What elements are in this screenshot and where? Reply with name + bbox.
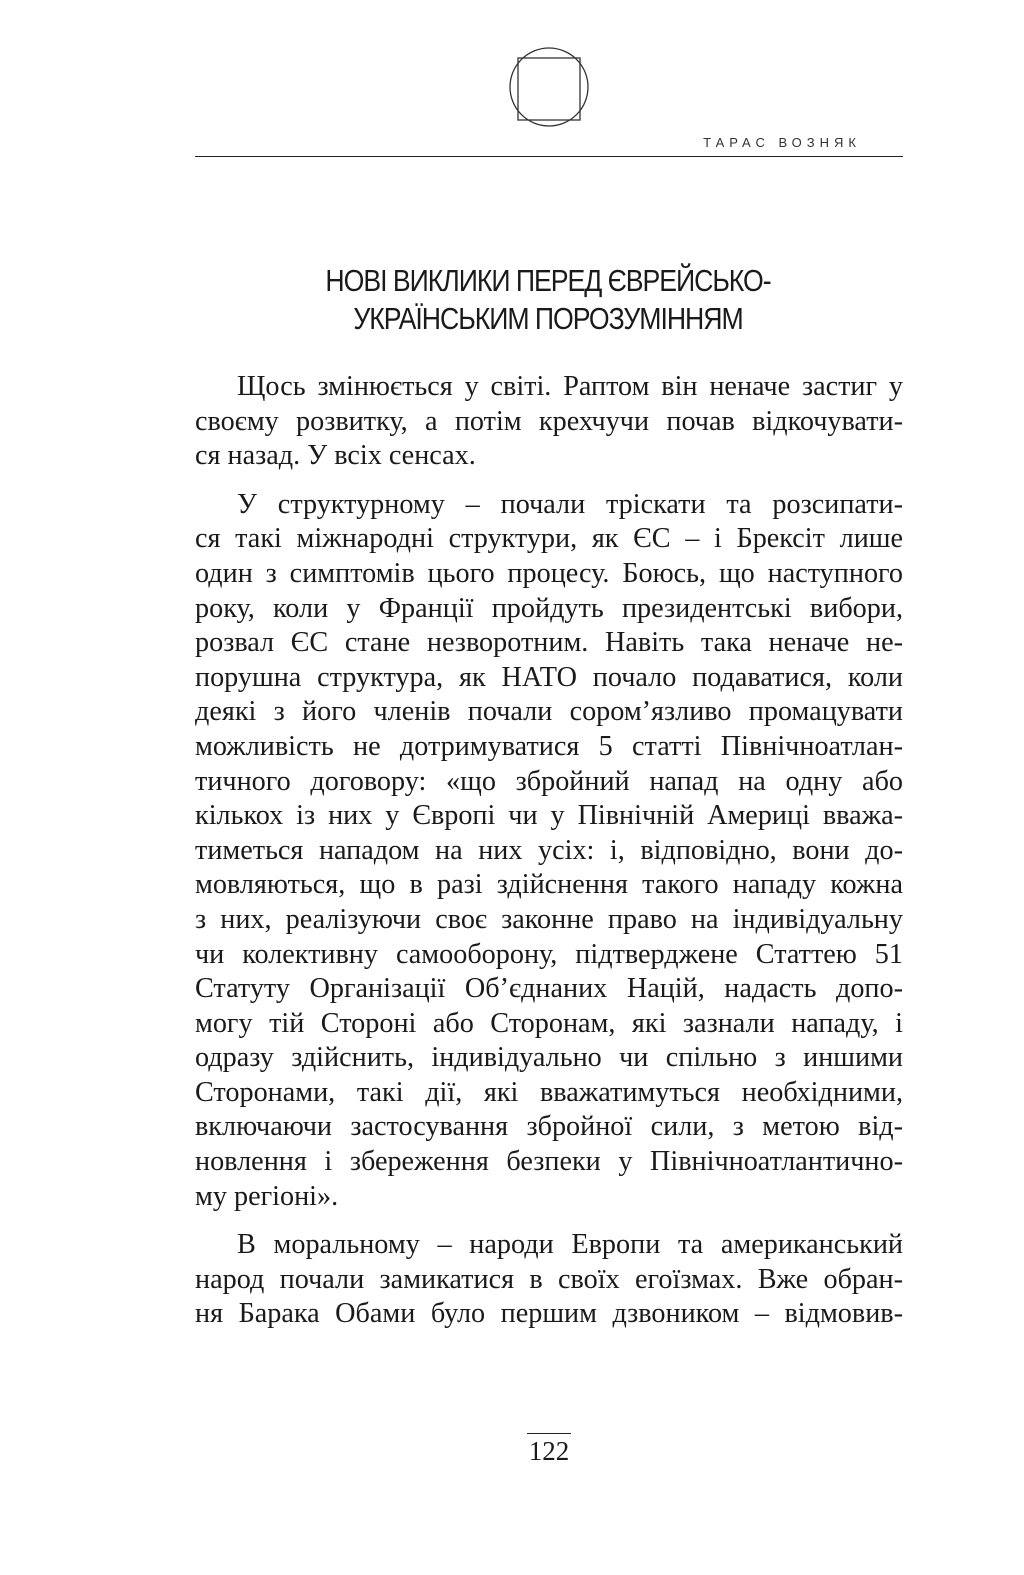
text-line: ня Барака Обами було першим дзвоником – відмовив- xyxy=(195,1298,903,1330)
text-line: порушна структура, як НАТО почало подаватися, коли xyxy=(195,661,903,693)
text-line: мовляються, що в разі здійснення такого нападу кожна xyxy=(195,869,903,901)
text-line: чи колективну самооборону, підтверджене Статтею 51 xyxy=(195,938,903,970)
text-line: Статуту Організації Об’єднаних Націй, надасть допо- xyxy=(195,973,903,1005)
text-line: одразу здійснить, індивідуально чи спільно з иншими xyxy=(195,1042,903,1074)
circle-square-logo-icon xyxy=(508,46,590,128)
text-line: ся назад. У всіх сенсах. xyxy=(195,440,476,472)
chapter-title xyxy=(273,262,823,338)
running-head-author: ТАРАС ВОЗНЯК xyxy=(703,135,861,150)
chapter-title-line-2: УКРАЇНСЬКИМ ПОРОЗУМІННЯМ xyxy=(353,301,743,336)
text-line: новлення і збереження безпеки у Північноатлантичнo- xyxy=(195,1146,903,1178)
text-line: Сторонами, такі дії, які вважатимуться необхідними, xyxy=(195,1076,903,1108)
text-line: один з симптомів цього процесу. Боюсь, що наступного xyxy=(195,557,903,589)
paragraph xyxy=(195,370,903,474)
text-line: деякі з його членів почали сором’язливо промацувати xyxy=(195,696,903,728)
text-line: могу тій Стороні або Сторонам, які зазнали нападу, і xyxy=(195,1007,903,1039)
page-number xyxy=(195,1433,903,1467)
body-text xyxy=(195,370,903,1346)
text-line: кількох із них у Європі чи у Північній Америці вважа- xyxy=(195,800,903,832)
text-line: своєму розвитку, а потім крехчучи почав відкочувати- xyxy=(195,405,903,437)
text-line: тичного договору: «що збройний напад на одну або xyxy=(195,765,903,797)
text-line: народ почали замикатися в своїх егоїзмах. Вже обран- xyxy=(195,1263,903,1295)
text-line: У структурному – почали тріскати та розсипати- xyxy=(237,488,903,520)
text-line: можливість не дотримуватися 5 статті Північноатлан- xyxy=(195,730,903,762)
paragraph xyxy=(195,1228,903,1332)
text-line: му регіоні». xyxy=(195,1180,339,1212)
text-line: з них, реалізуючи своє законне право на індивідуальну xyxy=(195,903,903,935)
text-line: В моральному – народи Европи та американський xyxy=(237,1229,903,1261)
paragraph xyxy=(195,488,903,1214)
text-line: ся такі міжнародні структури, як ЄС – і Брексіт лише xyxy=(195,523,903,555)
text-line: включаючи застосування збройної сили, з метою від- xyxy=(195,1111,903,1143)
text-line: Щось змінюється у світі. Раптом він неначе застиг у xyxy=(237,371,903,402)
text-line: року, коли у Франції пройдуть президентські вибори, xyxy=(195,592,903,624)
header-rule xyxy=(195,156,903,157)
page-number-value: 122 xyxy=(527,1433,572,1467)
text-line: тиметься нападом на них усіх: і, відповідно, вони до- xyxy=(195,834,903,866)
text-line: розвал ЄС стане незворотним. Навіть така неначе не- xyxy=(195,627,903,659)
chapter-title-line-1: НОВІ ВИКЛИКИ ПЕРЕД ЄВРЕЙСЬКО- xyxy=(325,263,771,298)
